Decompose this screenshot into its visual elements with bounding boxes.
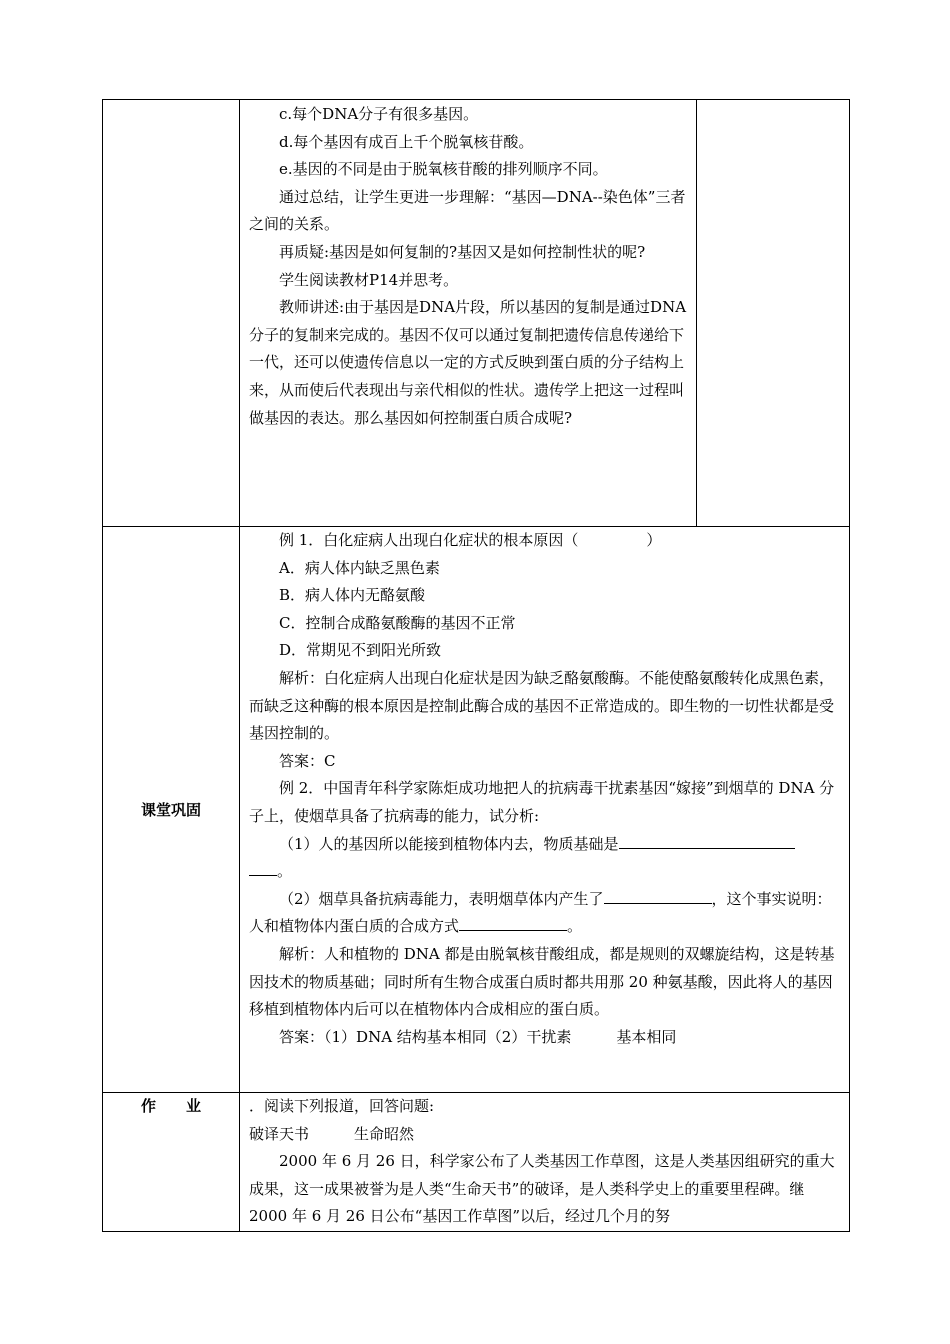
answer-blank [619, 832, 795, 849]
example-1-answer: 答案：C [279, 751, 336, 770]
notes-cell [697, 100, 850, 527]
paragraph: d.每个基因有成百上千个脱氧核苷酸。 [279, 132, 534, 151]
content-cell [240, 1093, 850, 1232]
row-label: 作 业 [140, 1097, 201, 1115]
paragraph: 通过总结，让学生更进一步理解：“基因—DNA--染色体”三者之间的关系。 [249, 187, 686, 234]
content-cell [240, 100, 697, 527]
answer-blank [249, 859, 277, 876]
row-label-cell [103, 100, 240, 527]
table-row-homework [103, 1093, 850, 1232]
lesson-table [102, 99, 850, 1232]
paragraph: 学生阅读教材P14并思考。 [279, 270, 459, 289]
article-title: 破译天书 生命昭然 [249, 1124, 415, 1143]
table-row-consolidation [103, 527, 850, 1093]
example-1-analysis: 解析：白化症病人出现白化症状是因为缺乏酪氨酸酶。不能使酪氨酸转化成黑色素，而缺乏这种酶的根本原因是控制此酶合成的基因不正常造成的。即生物的一切性状都是受基因控制的。 [249, 668, 835, 743]
paragraph: e.基因的不同是由于脱氧核苷酸的排列顺序不同。 [279, 160, 608, 179]
article-paragraph: 2000 年 6 月 26 日，科学家公布了人类基因工作草图，这是人类基因组研究的重大成果，这一成果被誉为是人类“生命天书”的破译，是人类科学史上的重要里程碑。继 2000 年 6 月 26 日公布“基因工作草图”以后，经过几个月的努 [249, 1152, 835, 1226]
option-b: B．病人体内无酪氨酸 [279, 586, 426, 605]
option-d: D．常期见不到阳光所致 [279, 641, 442, 660]
example-1-question: 例 1．白化症病人出现白化症状的根本原因（ ） [279, 531, 662, 549]
example-2-q2: （2）烟草具备抗病毒能力，表明烟草体内产生了 ，这个事实说明：人和植物体内蛋白质的合成方式 。 [249, 886, 842, 941]
answer-blank [604, 887, 712, 904]
paragraph: 教师讲述:由于基因是DNA片段，所以基因的复制是通过DNA分子的复制来完成的。基因不仅可以通过复制把遗传信息传递给下一代，还可以使遗传信息以一定的方式反映到蛋白质的分子结构上来，从而使后代表现出与亲代相似的性状。遗传学上把这一过程叫做基因的表达。那么基因如何控制蛋白质合成呢? [249, 298, 687, 427]
paragraph: c.每个DNA分子有很多基因。 [279, 105, 479, 123]
row-label: 课堂巩固 [140, 801, 201, 819]
content-cell [240, 527, 850, 1093]
option-c: C．控制合成酪氨酸酶的基因不正常 [279, 613, 516, 632]
example-2-analysis: 解析：人和植物的 DNA 都是由脱氧核苷酸组成，都是规则的双螺旋结构，这是转基因技术的物质基础；同时所有生物合成蛋白质时都共用那 20 种氨基酸，因此将人的基因移植到植物体内后可以在植物体内合成相应的蛋白质。 [249, 944, 835, 1019]
row-label-cell [103, 1093, 240, 1232]
option-a: A．病人体内缺乏黑色素 [279, 558, 440, 577]
example-2-answer: 答案：（1）DNA 结构基本相同（2）干扰素 基本相同 [279, 1027, 677, 1046]
row-label-cell [103, 527, 240, 1093]
answer-blank [459, 914, 567, 931]
table-row-teaching [103, 100, 850, 527]
paragraph: 再质疑:基因是如何复制的?基因又是如何控制性状的呢? [279, 242, 646, 261]
example-2-question: 例 2．中国青年科学家陈炬成功地把人的抗病毒干扰素基因“嫁接”到烟草的 DNA 分子上，使烟草具备了抗病毒的能力，试分析: [249, 779, 835, 825]
example-2-q1: （1）人的基因所以能接到植物体内去，物质基础是 。 [249, 831, 842, 886]
homework-instruction: ．阅读下列报道，回答问题: [249, 1097, 435, 1115]
